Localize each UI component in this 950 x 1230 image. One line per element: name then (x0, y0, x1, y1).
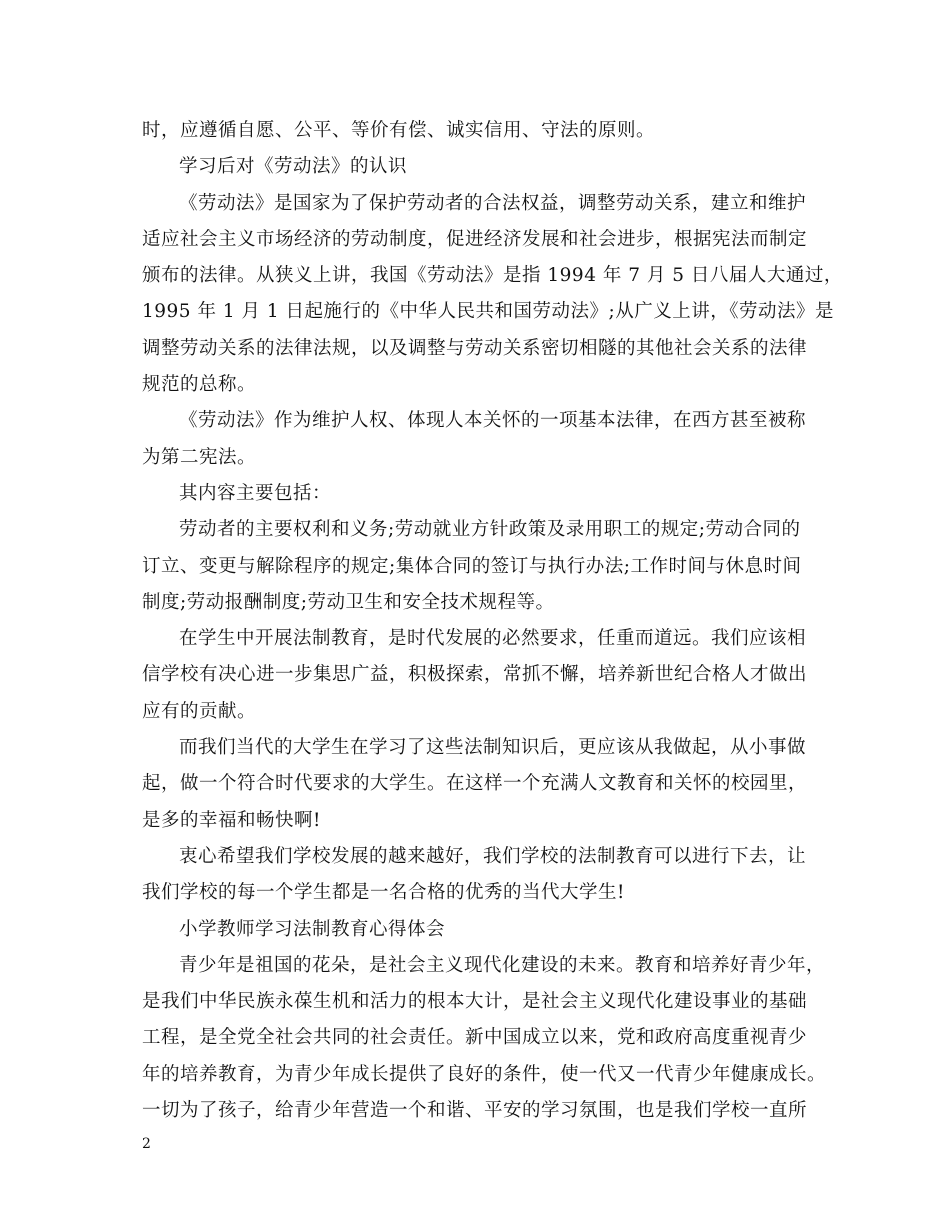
text-line: 年的培养教育，为青少年成长提供了良好的条件，使一代又一代青少年健康成长。 (142, 1063, 827, 1085)
text-line: 是我们中华民族永葆生机和活力的根本大计，是社会主义现代化建设事业的基础 (142, 991, 808, 1013)
text-line: 是多的幸福和畅快啊! (142, 809, 321, 831)
text-line: 订立、变更与解除程序的规定;集体合同的签订与执行办法;工作时间与休息时间 (142, 555, 802, 577)
text-line: 衷心希望我们学校发展的越来越好，我们学校的法制教育可以进行下去，让 (179, 845, 807, 867)
text-line: 规范的总称。 (142, 374, 257, 396)
text-line: 青少年是祖国的花朵，是社会主义现代化建设的未来。教育和培养好青少年， (179, 954, 826, 976)
text-line: 我们学校的每一个学生都是一名合格的优秀的当代大学生! (142, 882, 625, 904)
text-line: 1995 年 1 月 1 日起施行的《中华人民共和国劳动法》;从广义上讲，《劳动法》是 (142, 301, 835, 323)
text-line: 制度;劳动报酬制度;劳动卫生和安全技术规程等。 (142, 591, 555, 613)
section-heading: 小学教师学习法制教育心得体会 (179, 918, 446, 940)
text-line: 应有的贡献。 (142, 700, 257, 722)
text-line: 起，做一个符合时代要求的大学生。在这样一个充满人文教育和关怀的校园里， (142, 773, 808, 795)
text-line: 调整劳动关系的法律法规，以及调整与劳动关系密切相隧的其他社会关系的法律 (142, 337, 808, 359)
text-line: 一切为了孩子，给青少年营造一个和谐、平安的学习氛围，也是我们学校一直所 (142, 1100, 808, 1122)
text-line: 适应社会主义市场经济的劳动制度，促进经济发展和社会进步，根据宪法而制定 (142, 228, 808, 250)
text-line: 其内容主要包括： (179, 482, 332, 504)
text-line: 劳动者的主要权利和义务;劳动就业方针政策及录用职工的规定;劳动合同的 (179, 519, 801, 541)
page-number: 2 (142, 1136, 151, 1152)
text-line: 颁布的法律。从狭义上讲，我国《劳动法》是指 1994 年 7 月 5 日八届人大通过， (142, 265, 843, 287)
document-body (142, 113, 843, 1129)
text-line: 为第二宪法。 (142, 446, 257, 468)
text-line: 信学校有决心进一步集思广益，积极探索，常抓不懈，培养新世纪合格人才做出 (142, 664, 808, 686)
text-line: 时，应遵循自愿、公平、等价有偿、诚实信用、守法的原则。 (142, 120, 656, 141)
section-heading: 学习后对《劳动法》的认识 (179, 156, 408, 178)
text-line: 《劳动法》是国家为了保护劳动者的合法权益，调整劳动关系，建立和维护 (179, 192, 807, 214)
text-line: 工程，是全党全社会共同的社会责任。新中国成立以来，党和政府高度重视青少 (142, 1027, 808, 1049)
text-line: 在学生中开展法制教育，是时代发展的必然要求，任重而道远。我们应该相 (179, 628, 807, 650)
text-line: 《劳动法》作为维护人权、体现人本关怀的一项基本法律，在西方甚至被称 (179, 410, 807, 432)
text-line: 而我们当代的大学生在学习了这些法制知识后，更应该从我做起，从小事做 (179, 737, 807, 759)
